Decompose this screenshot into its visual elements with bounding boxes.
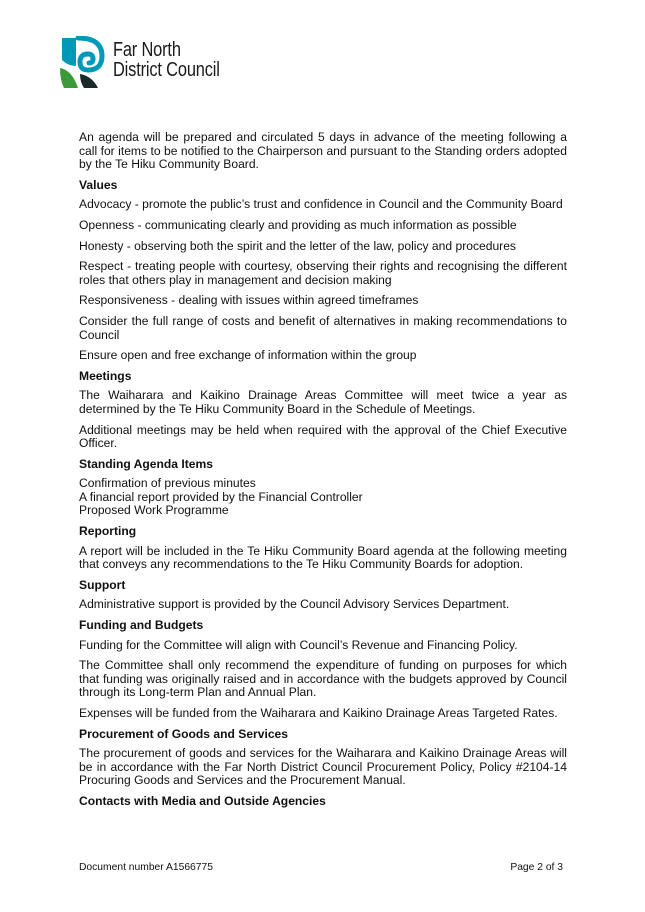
value-item: Advocacy - promote the public’s trust and confidence in Council and the Community Board [79,197,563,212]
reporting-paragraph: A report will be included in the Te Hiku Community Board agenda at the following meeting that conveys any recommendations to the Te Hiku Community Boards for adoption. [79,543,567,572]
page-number: Page 2 of 3 [510,862,563,873]
standing-agenda-list [79,477,567,518]
funding-paragraph: The Committee shall only recommend the expenditure of funding on purposes for which that funding was originally raised and in accordance with the budgets approved by Council through its Long-term Plan and Annual Plan. [79,658,567,700]
logo-line-2: District Council [113,59,220,81]
council-logo-text [113,40,243,80]
council-logo-mark-icon [58,36,106,90]
document-body [79,131,567,815]
value-item: Respect - treating people with courtesy, observing their rights and recognising the different roles that others play in management and decision making [79,259,567,287]
procurement-heading: Procurement of Goods and Services [79,726,289,741]
agenda-item: Confirmation of previous minutes [79,476,256,491]
agenda-item: A financial report provided by the Financial Controller [79,489,363,504]
agenda-item: Proposed Work Programme [79,503,229,518]
value-item: Openness - communicating clearly and providing as much information as possible [79,217,517,232]
value-item: Ensure open and free exchange of information within the group [79,348,417,363]
funding-paragraph: Expenses will be funded from the Waiharara and Kaikino Drainage Areas Targeted Rates. [79,706,558,720]
funding-paragraph: Funding for the Committee will align with Council’s Revenue and Financing Policy. [79,637,518,652]
document-number: Document number A1566775 [79,862,213,873]
standing-agenda-heading: Standing Agenda Items [79,456,213,471]
contacts-heading: Contacts with Media and Outside Agencies [79,793,326,808]
meetings-paragraph: Additional meetings may be held when required with the approval of the Chief Executive Officer. [79,422,567,451]
meetings-paragraph: The Waiharara and Kaikino Drainage Areas Committee will meet twice a year as determined by the Te Hiku Community Board in the Schedule of Meetings. [79,388,567,416]
logo-line-1: Far North [113,39,181,61]
value-item: Honesty - observing both the spirit and the letter of the law, policy and procedures [79,238,516,253]
support-paragraph: Administrative support is provided by the Council Advisory Services Department. [79,597,510,612]
values-heading: Values [79,177,118,192]
procurement-paragraph: The procurement of goods and services for the Waiharara and Kaikino Drainage Areas will be in accordance with the Far North District Council Procurement Policy, Policy #2104-14 Procuring Goods and Services and the Procurement Manual. [79,746,567,788]
intro-paragraph: An agenda will be prepared and circulated 5 days in advance of the meeting following a call for items to be notified to the Chairperson and pursuant to the Standing orders adopted by the Te Hiku Community Board. [79,130,567,172]
reporting-heading: Reporting [79,524,137,539]
funding-heading: Funding and Budgets [79,618,204,633]
value-item: Consider the full range of costs and benefit of alternatives in making recommendations to Council [79,313,567,342]
support-heading: Support [79,577,126,592]
page-footer [79,862,563,873]
council-logo [58,36,238,92]
meetings-heading: Meetings [79,368,132,383]
value-item: Responsiveness - dealing with issues within agreed timeframes [79,293,419,308]
